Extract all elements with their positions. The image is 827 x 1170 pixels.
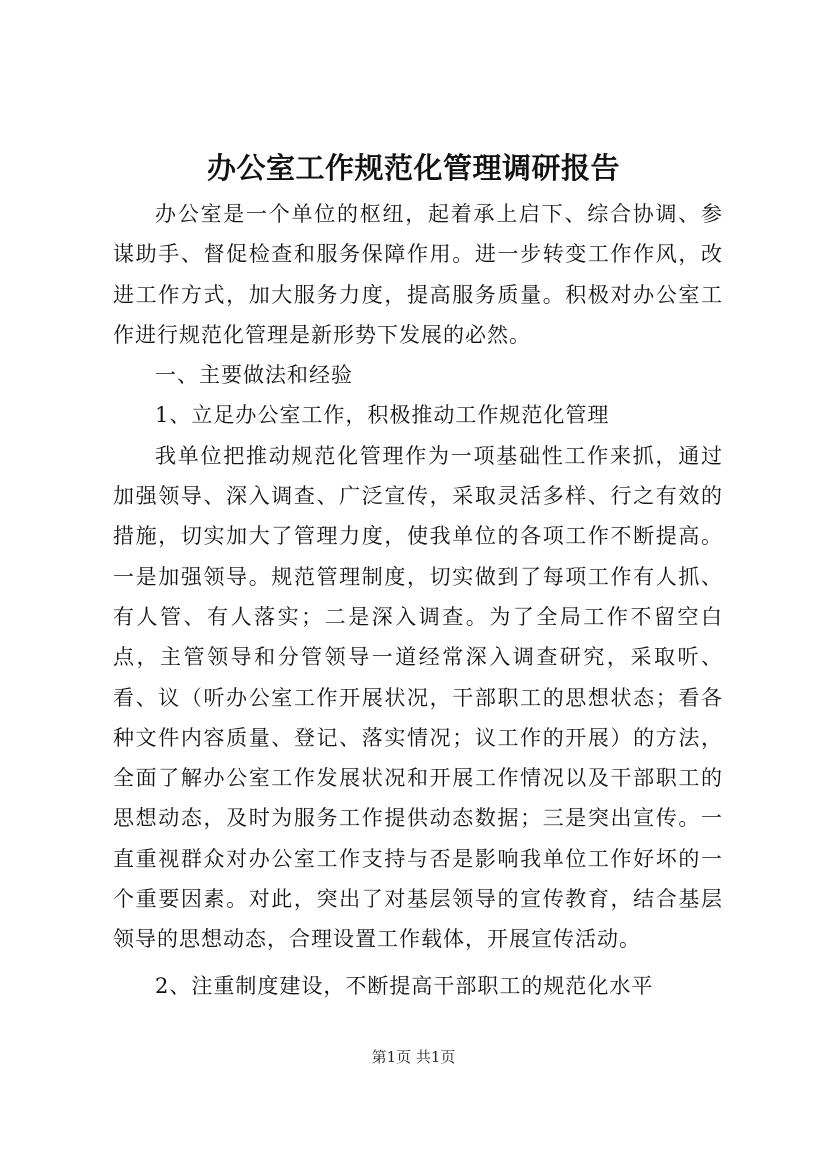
subsection-heading-2: 2、注重制度建设，不断提高干部职工的规范化水平 [155, 973, 654, 998]
section-heading: 一、主要做法和经验 [155, 363, 353, 388]
document-title: 办公室工作规范化管理调研报告 [206, 151, 620, 185]
subsection-heading-1: 1、立足办公室工作，积极推动工作规范化管理 [155, 403, 610, 428]
body-paragraph: 我单位把推动规范化管理作为一项基础性工作来抓，通过加强领导、深入调查、广泛宣传，采取灵活多样、行之有效的措施，切实加大了管理力度，使我单位的各项工作不断提高。一是加强领导。规范管理制度，切实做到了每项工作有人抓、有人管、有人落实；二是深入调查。为了全局工作不留空白点，主管领导和分管领导一道经常深入调查研究，采取听、看、议（听办公室工作开展状况，干部职工的思想状态；看各种文件内容质量、登记、落实情况；议工作的开展）的方法，全面了解办公室工作发展状况和开展工作情况以及干部职工的思想动态，及时为服务工作提供动态数据；三是突出宣传。一直重视群众对办公室工作支持与否是影响我单位工作好坏的一个重要因素。对此，突出了对基层领导的宣传教育，结合基层领导的思想动态，合理设置工作载体，开展宣传活动。 [113, 443, 723, 952]
page-footer: 第1页 共1页 [371, 1048, 456, 1066]
intro-paragraph: 办公室是一个单位的枢纽，起着承上启下、综合协调、参谋助手、督促检查和服务保障作用。进一步转变工作作风，改进工作方式，加大服务力度，提高服务质量。积极对办公室工作进行规范化管理是新形势下发展的必然。 [113, 202, 723, 347]
document-body [113, 194, 723, 1006]
